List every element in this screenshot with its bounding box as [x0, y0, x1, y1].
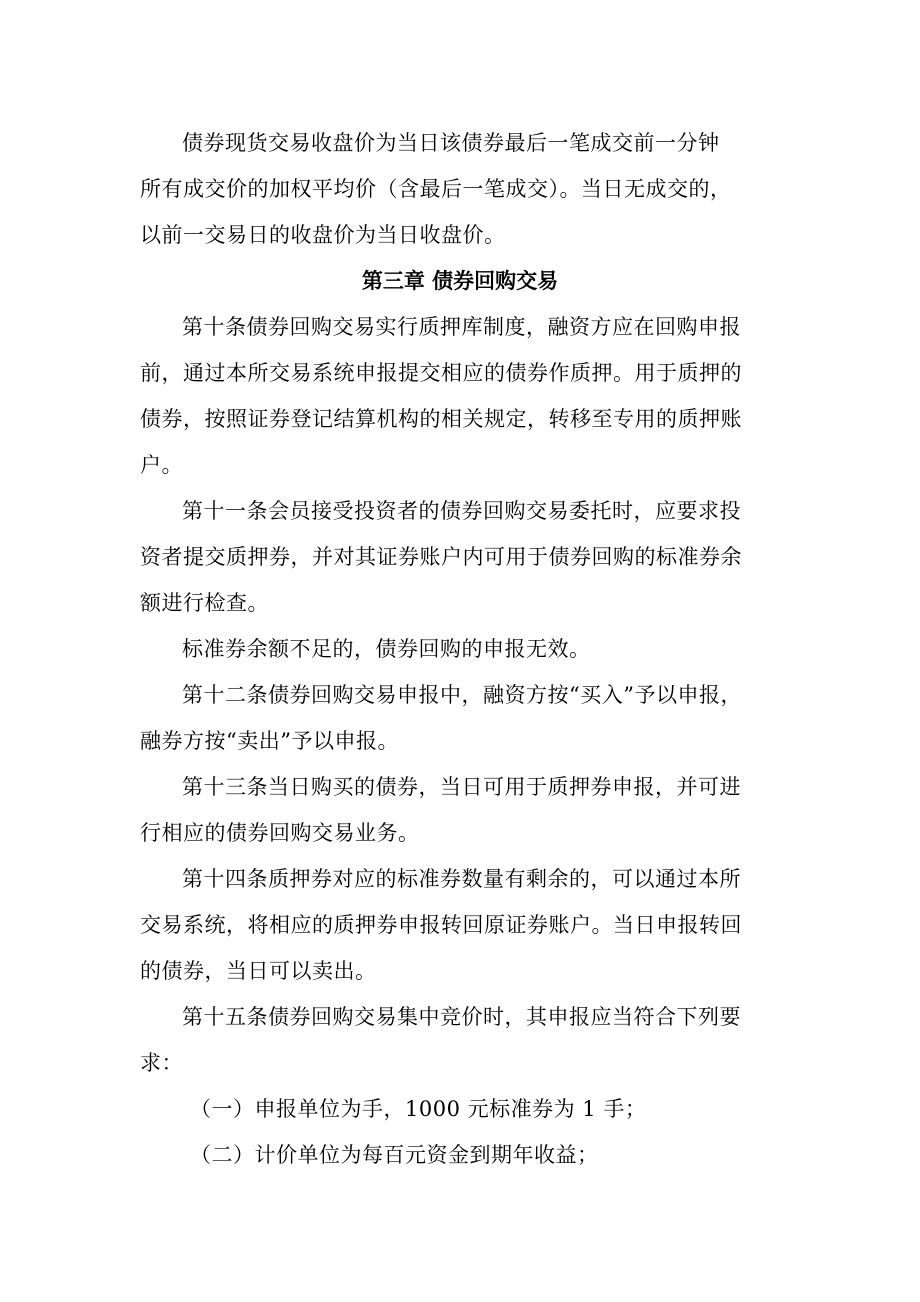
article-10 [140, 304, 780, 488]
article-14 [140, 856, 780, 994]
text-line: 第十二条债券回购交易申报中，融资方按“买入”予以申报， [182, 683, 742, 707]
text-line: 额进行检查。 [140, 591, 269, 615]
text-line: 户。 [140, 453, 183, 477]
document-page [140, 120, 780, 1178]
text-line: 所有成交价的加权平均价（含最后一笔成交）。当日无成交的， [140, 177, 732, 201]
text-line: 债券现货交易收盘价为当日该债券最后一笔成交前一分钟 [182, 131, 720, 155]
text-line: 交易系统，将相应的质押券申报转回原证券账户。当日申报转回 [140, 913, 742, 937]
text-line: 融券方按“卖出”予以申报。 [140, 729, 399, 753]
intro-paragraph [140, 120, 780, 258]
text-line: 第十一条会员接受投资者的债券回购交易委托时，应要求投 [182, 499, 741, 523]
text-line: 的债券，当日可以卖出。 [140, 959, 377, 983]
text-line: 第十三条当日购买的债券，当日可用于质押券申报，并可进 [182, 775, 741, 799]
text-line: 求： [140, 1051, 183, 1075]
article-13 [140, 764, 780, 856]
text-line: 第十四条质押券对应的标准券数量有剩余的，可以通过本所 [182, 867, 741, 891]
text-line: 前，通过本所交易系统申报提交相应的债券作质押。用于质押的 [140, 361, 742, 385]
text-line: 以前一交易日的收盘价为当日收盘价。 [140, 223, 506, 247]
list-item [140, 1086, 780, 1132]
text-line: 行相应的债券回购交易业务。 [140, 821, 420, 845]
text-line: （二）计价单位为每百元资金到期年收益； [190, 1143, 599, 1167]
text-line: 第十五条债券回购交易集中竞价时，其申报应当符合下列要 [182, 1005, 741, 1029]
text-line: 第十条债券回购交易实行质押库制度，融资方应在回购申报 [182, 315, 741, 339]
chapter-title: 第三章 债券回购交易 [361, 269, 559, 293]
text-line: 债券，按照证券登记结算机构的相关规定，转移至专用的质押账 [140, 407, 742, 431]
article-11-note [140, 626, 780, 672]
text-line: 资者提交质押券，并对其证券账户内可用于债券回购的标准券余 [140, 545, 742, 569]
article-15 [140, 994, 780, 1086]
article-11 [140, 488, 780, 626]
text-line: 标准券余额不足的，债券回购的申报无效。 [182, 637, 591, 661]
text-line: （一）申报单位为手，1000 元标准券为 1 手； [190, 1097, 647, 1121]
article-12 [140, 672, 780, 764]
list-item [140, 1132, 780, 1178]
